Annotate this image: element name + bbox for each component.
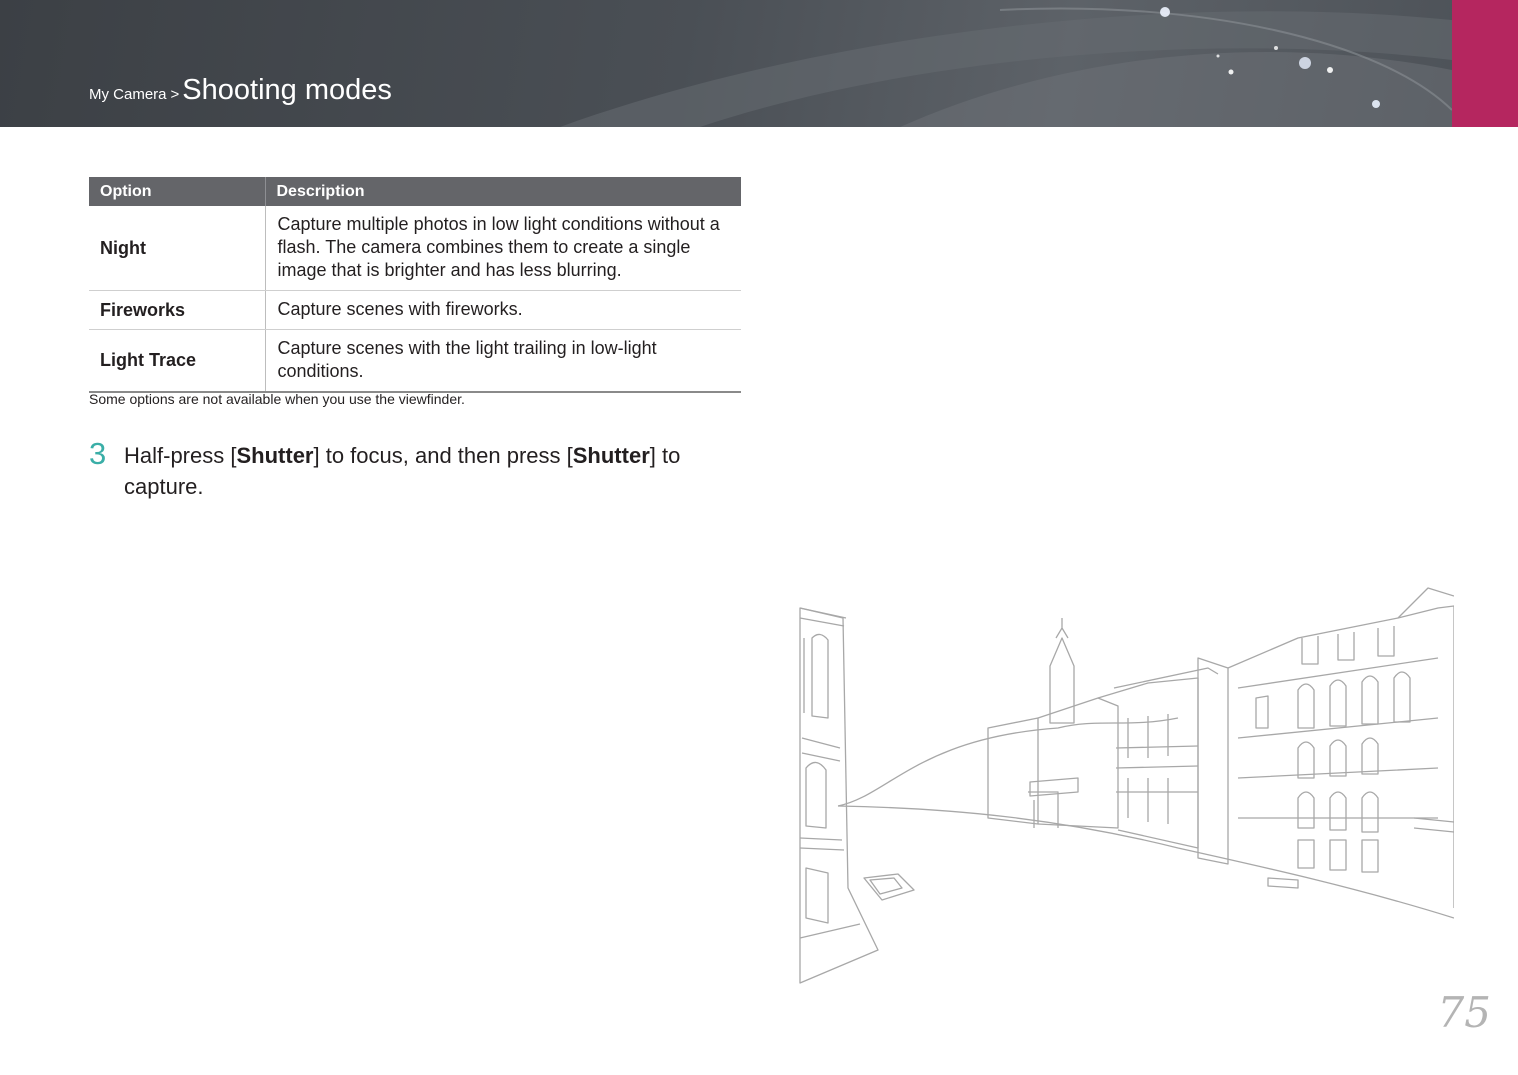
column-header-description: Description [265, 177, 741, 206]
option-cell: Light Trace [89, 330, 265, 393]
page-title: Shooting modes [182, 74, 392, 106]
table-row [89, 291, 741, 330]
step-text-part: Half-press [ [124, 443, 237, 468]
header-swoosh-decoration [0, 0, 1518, 127]
table-header-row [89, 177, 741, 206]
page-number: 75 [1437, 988, 1491, 1037]
description-cell: Capture multiple photos in low light conditions without a flash. The camera combines them to create a single image that is brighter and has less blurring. [265, 206, 741, 291]
shutter-key-label: Shutter [572, 443, 650, 468]
step-text-part: ] to capture. [124, 443, 681, 499]
table-row [89, 330, 741, 393]
step-text-part: ] to focus, and then press [ [313, 443, 573, 468]
page-header [0, 0, 1518, 127]
step-number: 3 [89, 436, 107, 471]
breadcrumb-parent[interactable]: My Camera [89, 86, 167, 103]
options-table [89, 177, 741, 393]
step-3 [89, 437, 709, 502]
city-canal-line-art-icon [798, 578, 1454, 988]
table-note: Some options are not available when you use the viewfinder. [89, 391, 465, 407]
option-cell: Fireworks [89, 291, 265, 330]
step-instruction [124, 437, 709, 502]
breadcrumb [89, 74, 392, 107]
header-accent-tab [1452, 0, 1518, 127]
shutter-key-label: Shutter [236, 443, 314, 468]
description-cell: Capture scenes with fireworks. [265, 291, 741, 330]
table-row [89, 206, 741, 291]
description-cell: Capture scenes with the light trailing in low-light conditions. [265, 330, 741, 393]
column-header-option: Option [89, 177, 265, 206]
breadcrumb-separator: > [170, 86, 180, 103]
option-cell: Night [89, 206, 265, 291]
